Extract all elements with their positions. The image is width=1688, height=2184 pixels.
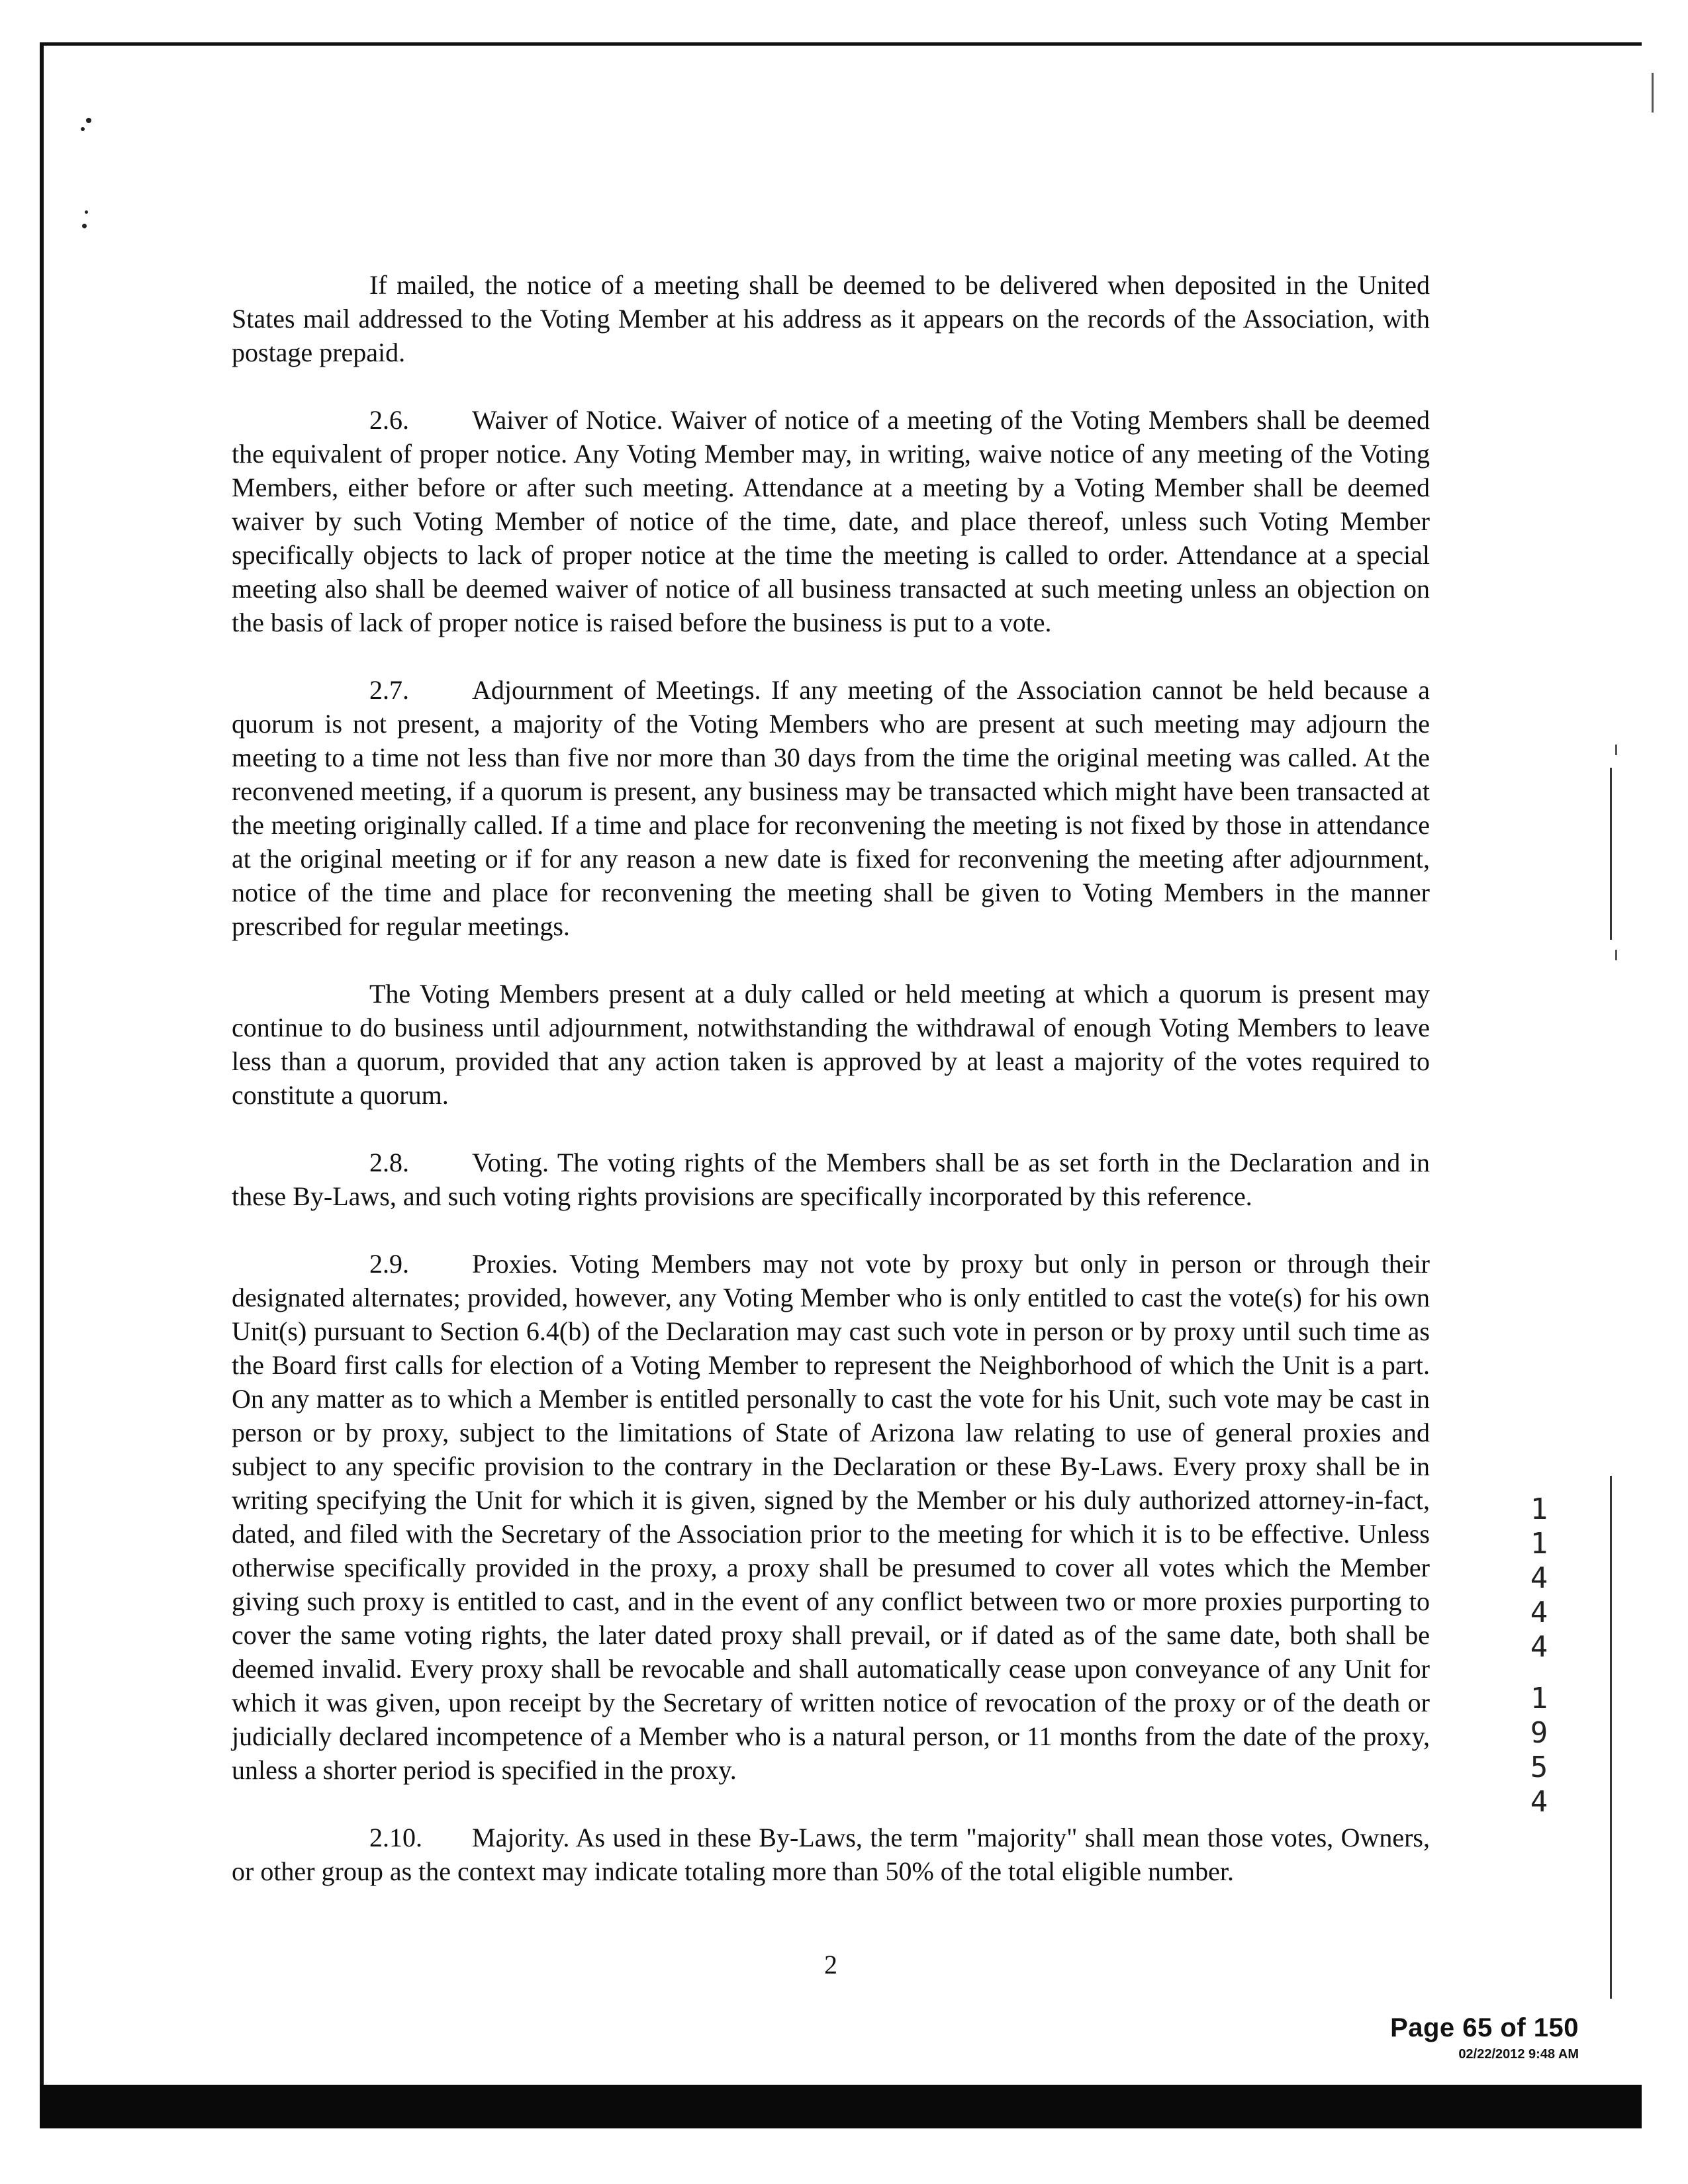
page-number: 2 (824, 1950, 837, 1979)
section-number: 2.7. (369, 675, 409, 705)
stamp-digit: 4 (1530, 1630, 1548, 1664)
paragraph-text: Adjournment of Meetings. If any meeting of the Association cannot be held because a quorum is not present, a majority of the Voting Members who are present at such meeting may adjourn the meeting to a time not less than five nor more than 30 days from the time the original meeting was called. At the reconvened meeting, if a quorum is present, any business may be transacted which might have been transacted at the meeting originally called. If a time and place for reconvening the meeting is not fixed by those in attendance at the original meeting or if for any reason a new date is fixed for reconvening the meeting after adjournment, notice of the time and place for reconvening the meeting shall be given to Voting Members in the manner prescribed for regular meetings. (232, 675, 1430, 941)
document-body (232, 268, 1430, 1922)
stamp-digit: 4 (1530, 1785, 1548, 1819)
stamp-digit: 1 (1530, 1682, 1548, 1715)
section-2-6-paragraph (232, 403, 1430, 639)
section-2-7-paragraph (232, 673, 1430, 943)
stamp-digit: 4 (1530, 1596, 1548, 1629)
paragraph-text: The Voting Members present at a duly called or held meeting at which a quorum is present may continue to do business until adjournment, notwithstanding the withdrawal of enough Voting Members to leave less than a quorum, provided that any action taken is approved by at least a majority of the votes required to constitute a quorum. (232, 979, 1430, 1110)
stamp-digit: 4 (1530, 1561, 1548, 1595)
scan-speck (82, 224, 87, 228)
paragraph-text: Voting. The voting rights of the Members shall be as set forth in the Declaration and in these By-Laws, and such voting rights provisions are specifically incorporated by this reference. (232, 1148, 1430, 1211)
stamp-digit: 1 (1530, 1492, 1548, 1526)
quorum-continuation-paragraph (232, 977, 1430, 1112)
paragraph-text: Majority. As used in these By-Laws, the term "majority" shall mean those votes, Owners, or other group as the context may indicate totaling more than 50% of the total eligible number. (232, 1823, 1430, 1886)
recording-stamp-digits (1523, 1492, 1556, 1819)
stamp-digit: 1 (1530, 1527, 1548, 1561)
print-timestamp: 02/22/2012 9:48 AM (1458, 2047, 1579, 2062)
notice-delivery-paragraph (232, 268, 1430, 369)
page-count-label: Page 65 of 150 (1390, 2013, 1579, 2042)
scan-border-left (40, 42, 44, 2127)
scan-border-top (40, 42, 1642, 46)
right-margin-line (1610, 1476, 1612, 1999)
scan-speck (86, 118, 91, 123)
section-2-9-paragraph (232, 1247, 1430, 1787)
scan-speck (81, 127, 85, 131)
scan-border-bottom (40, 2085, 1642, 2128)
stamp-digit: 5 (1530, 1751, 1548, 1784)
section-number: 2.10. (369, 1823, 422, 1852)
margin-dash (1615, 745, 1617, 755)
section-number: 2.8. (369, 1148, 409, 1177)
paragraph-text: Waiver of Notice. Waiver of notice of a meeting of the Voting Members shall be deemed the equivalent of proper notice. Any Voting Member may, in writing, waive notice of any meeting of the Voting Members, either before or after such meeting. Attendance at a meeting by a Voting Member shall be deemed waiver by such Voting Member of notice of the time, date, and place thereof, unless such Voting Member specifically objects to lack of proper notice at the time the meeting is called to order. Attendance at a special meeting also shall be deemed waiver of notice of all business transacted at such meeting unless an objection on the basis of lack of proper notice is raised before the business is put to a vote. (232, 405, 1430, 637)
paragraph-text: If mailed, the notice of a meeting shall be deemed to be delivered when deposited in the United States mail addressed to the Voting Member at his address as it appears on the records of the Association, with postage prepaid. (232, 270, 1430, 367)
stamp-digit: 9 (1530, 1716, 1548, 1750)
paragraph-text: Proxies. Voting Members may not vote by proxy but only in person or through their designated alternates; provided, however, any Voting Member who is only entitled to cast the vote(s) for his own Unit(s) pursuant to Section 6.4(b) of the Declaration may cast such vote in person or by proxy until such time as the Board first calls for election of a Voting Member to represent the Neighborhood of which the Unit is a part. On any matter as to which a Member is entitled personally to cast the vote for his Unit, such vote may be cast in person or by proxy, subject to the limitations of State of Arizona law relating to use of general proxies and subject to any specific provision to the contrary in the Declaration or these By-Laws. Every proxy shall be in writing specifying the Unit for which it is given, signed by the Member or his duly authorized attorney-in-fact, dated, and filed with the Secretary of the Association prior to the meeting for which it is to be effective. Unless otherwise specifically provided in the proxy, a proxy shall be presumed to cover all votes which the Member giving such proxy is entitled to cast, and in the event of any conflict between two or more proxies purporting to cover the same voting rights, the later dated proxy shall prevail, or if dated as of the same date, both shall be deemed invalid. Every proxy shall be revocable and shall automatically cease upon conveyance of any Unit for which it was given, upon receipt by the Secretary of written notice of revocation of the proxy or of the death or judicially declared incompetence of a Member who is a natural person, or 11 months from the date of the proxy, unless a shorter period is specified in the proxy. (232, 1249, 1430, 1785)
section-number: 2.9. (369, 1249, 409, 1279)
scan-speck (85, 210, 88, 214)
right-margin-line (1610, 768, 1612, 940)
margin-dash (1652, 73, 1654, 113)
margin-dash (1615, 950, 1617, 960)
section-2-8-paragraph (232, 1146, 1430, 1213)
section-number: 2.6. (369, 405, 409, 435)
section-2-10-paragraph (232, 1821, 1430, 1888)
